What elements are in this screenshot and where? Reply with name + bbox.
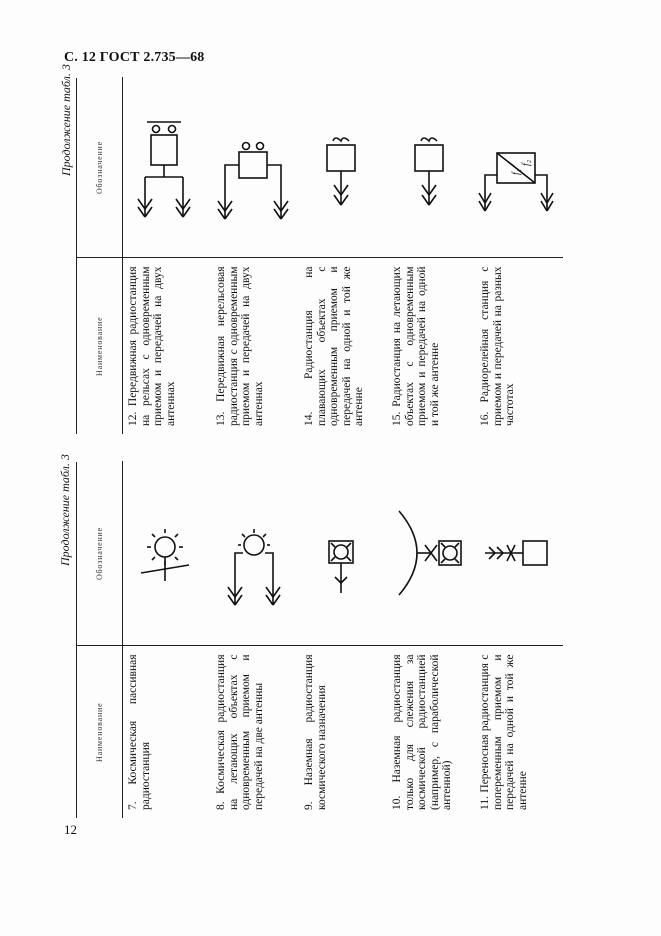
table-row xyxy=(123,78,212,435)
floating-station-icon xyxy=(299,78,383,258)
table-row xyxy=(475,462,563,819)
col-symbol-header: Обозначение xyxy=(76,78,123,259)
portable-station-icon xyxy=(475,462,559,646)
upper-table xyxy=(76,78,563,435)
f1-label: f₁ xyxy=(511,169,522,176)
table-row xyxy=(211,78,299,435)
col-symbol-header: Обозначение xyxy=(76,462,123,647)
f2-label: f₂ xyxy=(521,160,532,167)
flying-station-icon xyxy=(387,78,471,258)
table-caption-upper: Продолжение табл. 3 xyxy=(59,64,73,176)
row-name: 14. Радиостанция на плавающих объектах с одновременным приемом и передачей на одной и той же антенне xyxy=(303,266,365,426)
table-row xyxy=(387,462,475,819)
table-row xyxy=(299,462,387,819)
space-station-two-antennas-icon xyxy=(211,462,295,646)
row-name: 15. Радиостанция на летающих объектах с одновременным приемом и передачей на одной и той же антенне xyxy=(391,266,441,426)
row-name: 13. Передвижная нерельсовая радиостанция с одновременным приемом и передачей на двух антеннах xyxy=(215,266,265,426)
row-name: 7. Космическая пассивная радиостанция xyxy=(127,654,152,810)
col-name-header: Наименование xyxy=(76,258,123,434)
relay-station-icon xyxy=(475,78,559,258)
row-name: 9. Наземная радиостанция космического назначения xyxy=(303,654,328,810)
row-name: 8. Космическая радиостанция на летающих объектах с одновременным приемом и передачей на две антенны xyxy=(215,654,265,810)
lower-table xyxy=(76,462,563,819)
ground-space-station-icon xyxy=(299,462,383,646)
table-row xyxy=(211,462,299,819)
mobile-station-icon xyxy=(211,78,295,258)
row-name: 12. Передвижная радиостанция на рельсах с одновременным приемом и передачей на двух антеннах xyxy=(127,266,177,426)
tracking-parabolic-station-icon xyxy=(387,462,471,646)
row-name: 16. Радиорелейная станция с приемом и передачей на разных частотах xyxy=(479,266,516,426)
table-row xyxy=(475,78,563,435)
row-name: 11. Переносная радиостанция с попеременным приемом и передачей на одной и той же антенне xyxy=(479,654,529,810)
table-row xyxy=(123,462,212,819)
table-row xyxy=(299,78,387,435)
row-name: 10. Наземная радиостанция только для слежения за космической радиостанцией (например, с параболической антенной) xyxy=(391,654,453,810)
space-passive-station-icon xyxy=(123,462,207,646)
table-row xyxy=(387,78,475,435)
table-caption-lower: Продолжение табл. 3 xyxy=(58,454,72,566)
col-name-header: Наименование xyxy=(76,646,123,818)
page-number: 12 xyxy=(64,822,77,837)
rail-station-icon xyxy=(123,78,207,258)
page-header: С. 12 ГОСТ 2.735—68 xyxy=(64,50,205,65)
